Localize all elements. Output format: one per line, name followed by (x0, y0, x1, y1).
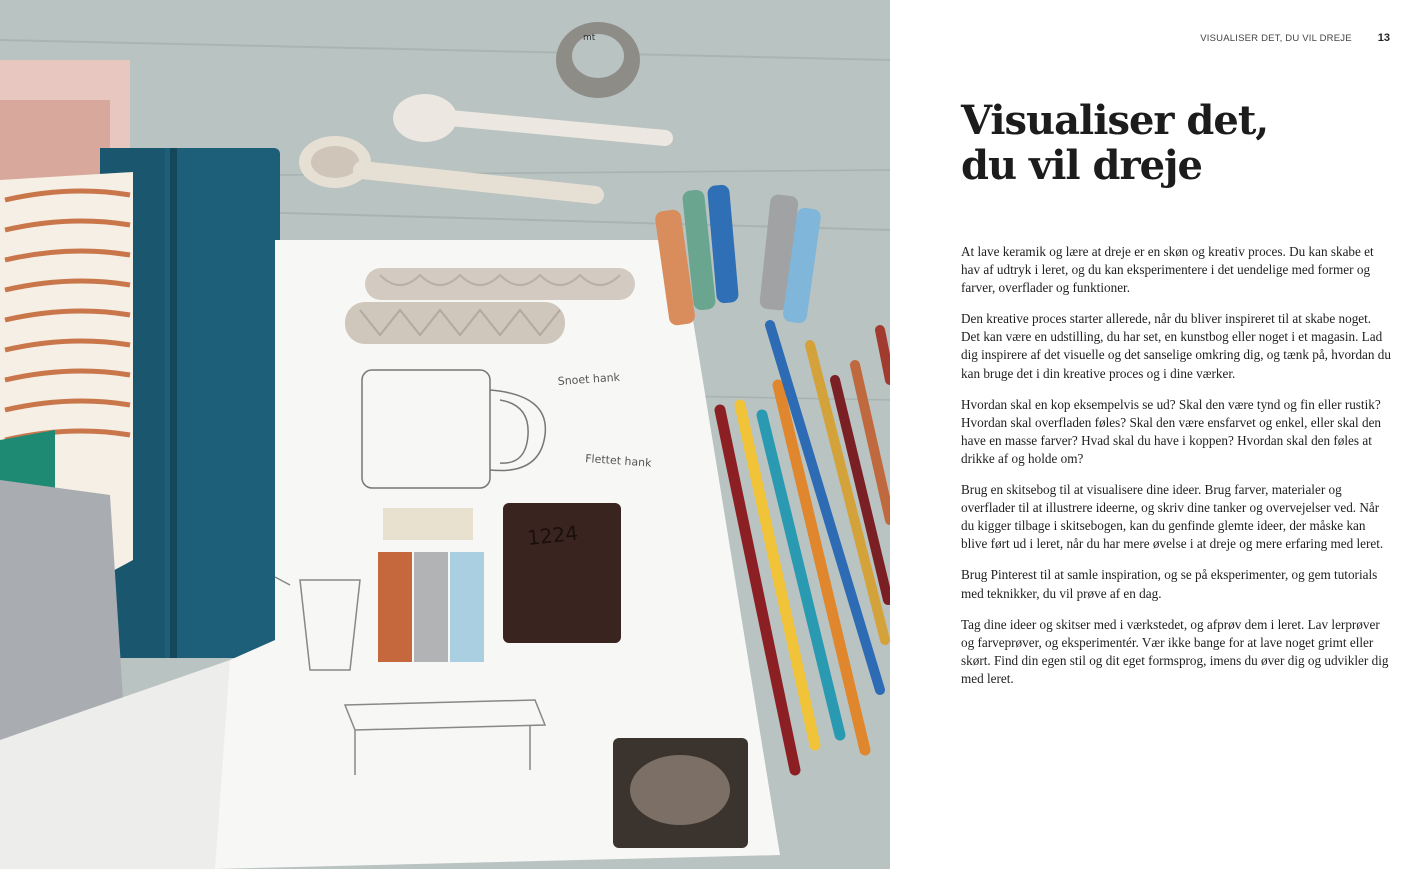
swatch-blue (450, 552, 484, 662)
sketch-label-snoet: Snoet hank (557, 370, 621, 388)
clay-braid-twisted (365, 268, 635, 300)
chapter-title-line-2: du vil dreje (961, 142, 1202, 189)
paragraph-1: At lave keramik og lære at dreje er en skøn og kreativ proces. Du kan skabe et hav af udtryk i leret, og du kan eksperimentere i det uendelige med former og farver, overflader og funktioner. (961, 244, 1374, 296)
clay-braid-plaited (345, 302, 565, 344)
paragraph-3: Hvordan skal en kop eksempelvis se ud? Skal den være tynd og fin eller rustik? Hvordan skal overfladen føles? Skal den være ensfarvet og enkel, eller skal den have en masse farver? Hvad skal du have i koppen? Hvordan skal den føles at drikke af og holde om? (961, 396, 1382, 466)
paragraph-6: Tag dine ideer og skitser med i værkstedet, og afprøv dem i leret. Lav lerprøver og farveprøver, og eksperimentér. Vær ikke bange for at lave noget grimt eller skørt. Find din egen stil og dit eget formsprog, imens du øver dig og udvikler dig med leret. (961, 616, 1389, 686)
grey-card (0, 480, 125, 740)
chapter-title-line-1: Visualiser det, (961, 97, 1269, 144)
running-title: VISUALISER DET, DU VIL DREJE (1200, 32, 1352, 44)
tape-mark: mt (583, 33, 596, 43)
notebook-elastic (170, 148, 177, 658)
swatch-grey (414, 552, 448, 662)
mesh-sample (383, 508, 473, 540)
body-text (961, 243, 1391, 701)
text-page (890, 0, 1420, 869)
masking-tape-roll (556, 22, 640, 98)
paragraph-4: Brug en skitsebog til at visualisere dine ideer. Brug farver, materialer og overflader til at illustrere ideerne, og skriv dine tanker og overvejelser ved. Når du kigger tilbage i skitsebogen, kan du genfinde glemte ideer, der måske kan blive ført ud i leret, når du har mere øvelse i at dreje og mere erfaring med leret. (961, 482, 1384, 552)
paragraph-5: Brug Pinterest til at samle inspiration, og se på eksperimenter, og gem tutorials med teknikker, du vil prøve af en dag. (961, 567, 1378, 601)
sketch-label-flettet: Flettet hank (584, 452, 652, 470)
running-header (1200, 32, 1390, 44)
swatch-orange (378, 552, 412, 662)
tile-mark: 1224 (526, 520, 580, 550)
chapter-title (961, 98, 1401, 188)
paragraph-2: Den kreative proces starter allerede, når du bliver inspireret til at skabe noget. Det kan være en udstilling, du har set, en kunstbog eller noget i et magasin. Lad dig inspirere af det visuelle og det sanselige omkring dig, og tænk på, hvordan du kan bruge det i din kreative proces og i dine værker. (961, 311, 1391, 381)
page-number: 13 (1377, 32, 1390, 44)
